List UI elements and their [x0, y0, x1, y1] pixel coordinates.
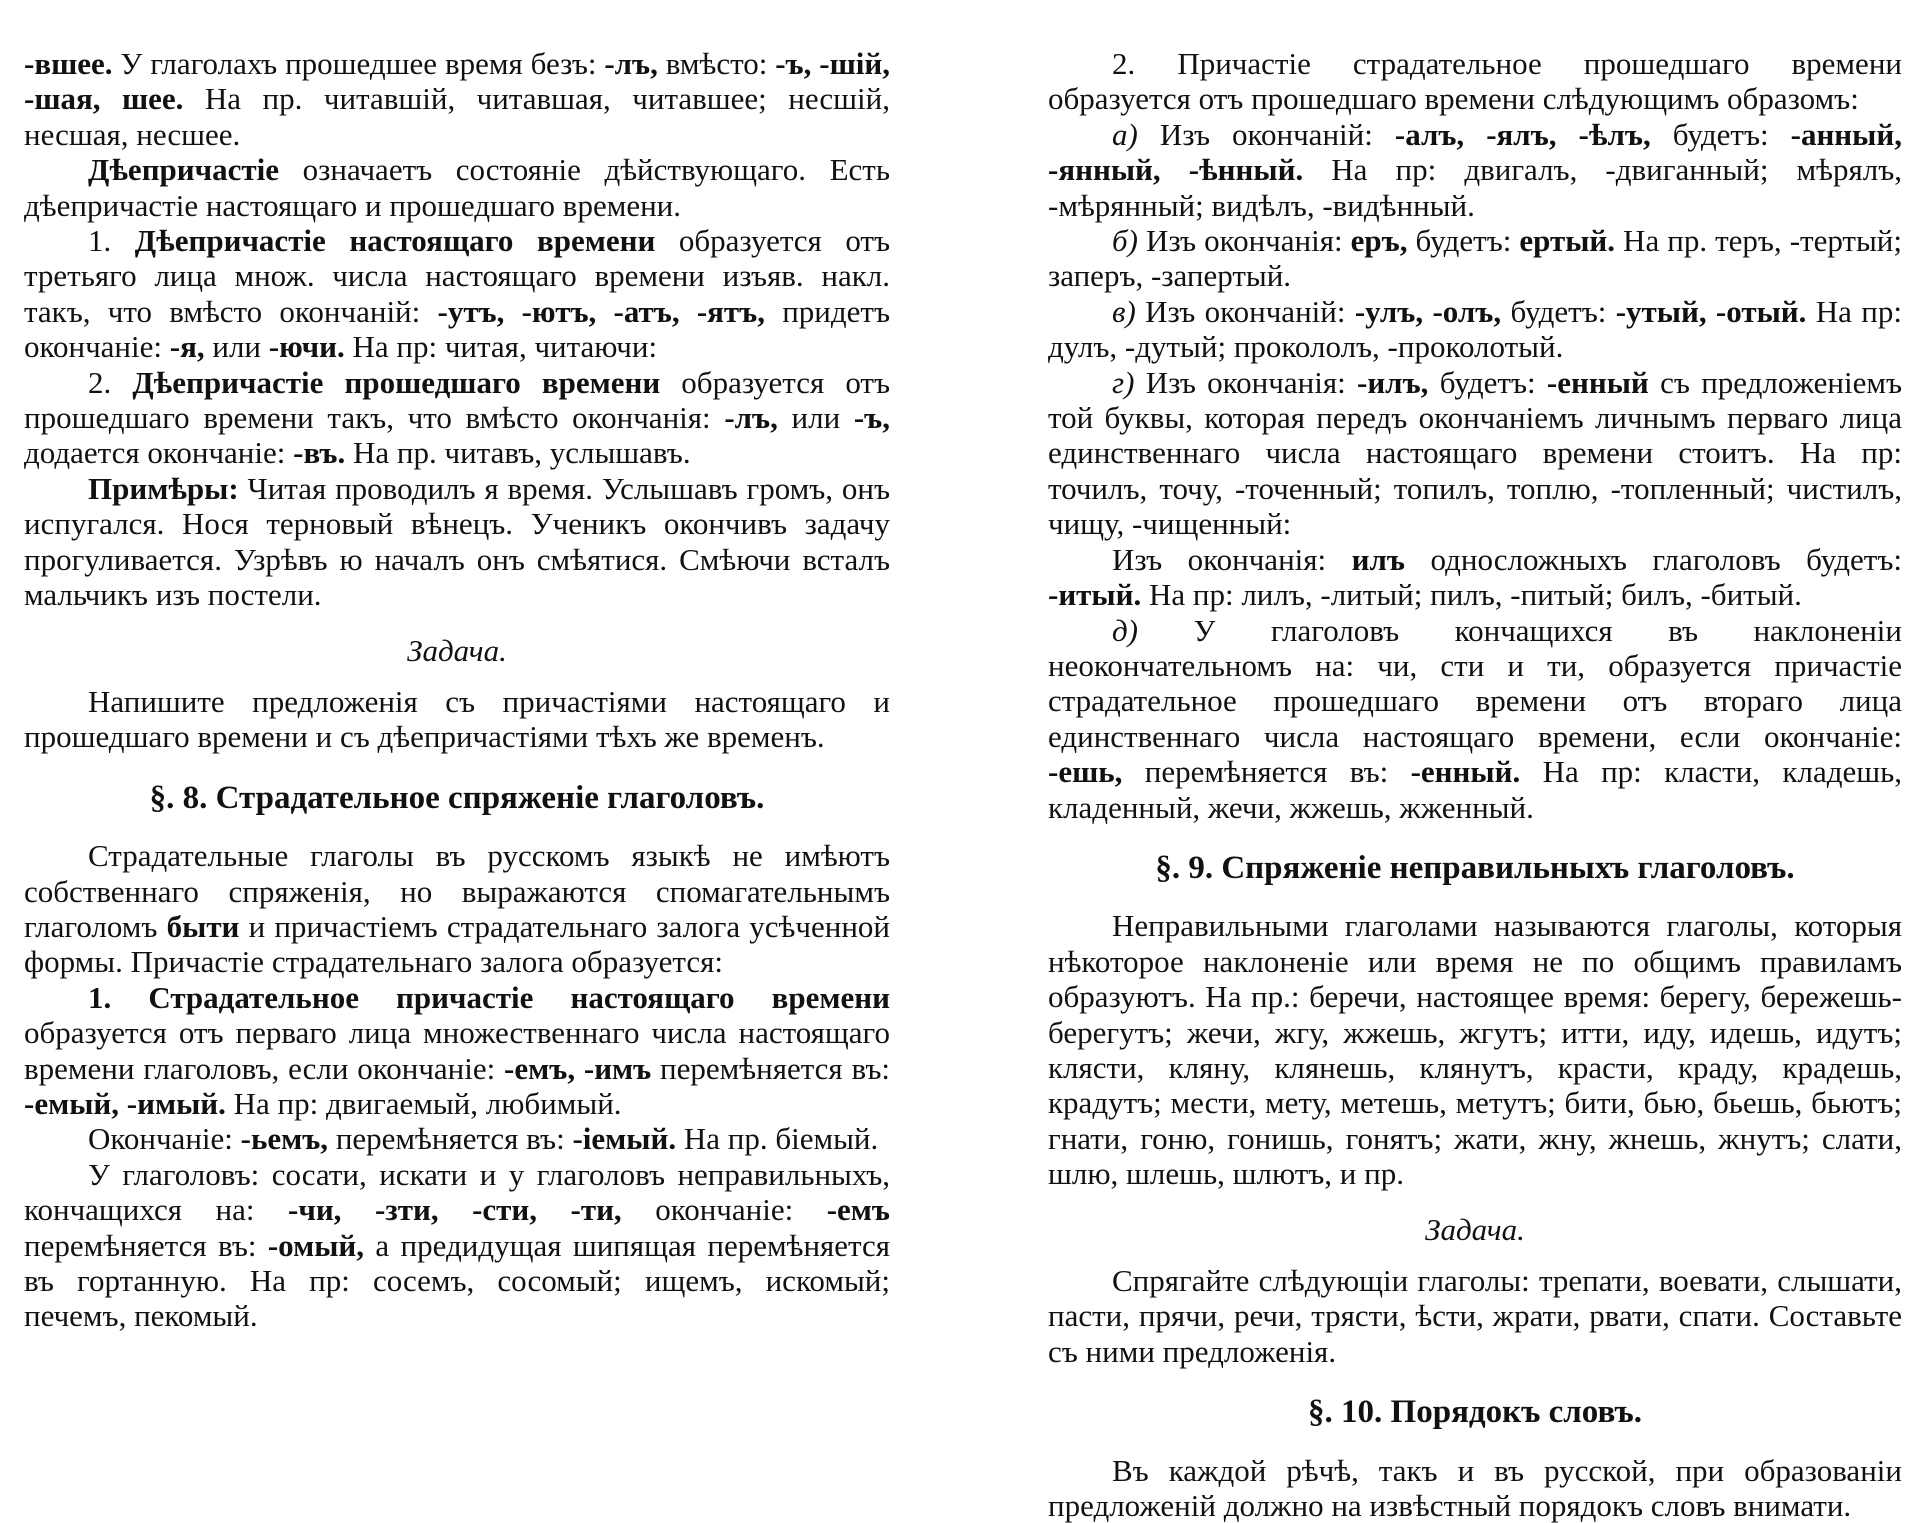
- text-run: У глаголовъ кончащихся въ наклоненіи неокончательномъ на: чи, сти и ти, образуется причастіе страдательное прошедшаго времени отъ втораго лица единственнаго числа настоящаго времени, если окончаніе:: [1048, 612, 1902, 754]
- text-run: На пр: лилъ, -литый; пилъ, -питый; билъ, -битый.: [1141, 577, 1802, 613]
- item-letter: д): [1112, 612, 1139, 648]
- bold-term: -енный.: [1410, 754, 1521, 790]
- bold-term: илъ: [1351, 541, 1405, 577]
- text-run: придетъ окончаніе:: [24, 293, 890, 365]
- paragraph-passive-intro: [24, 838, 890, 980]
- paragraph-passive-present: [24, 980, 890, 1122]
- section-heading-10: §. 10. Порядокъ словъ.: [1308, 1394, 1642, 1431]
- bold-term: -итый.: [1048, 577, 1142, 613]
- text-run: На пр: двигаемый, любимый.: [225, 1085, 622, 1121]
- text-run: образуется отъ прошедшаго времени такъ, что вмѣсто окончанія:: [24, 364, 891, 436]
- text-run: На пр: класти, кладешь, кладенный, жечи, жжешь, жженный.: [1048, 754, 1902, 825]
- paragraph-gerund-present: [24, 223, 890, 365]
- bold-term: -лъ,: [724, 400, 778, 436]
- item-letter: г): [1112, 364, 1135, 400]
- item-letter: а): [1112, 116, 1138, 152]
- section-heading-9: §. 9. Спряженіе неправильныхъ глаголовъ.: [1155, 849, 1795, 886]
- text-run: На пр. читавъ, услышавъ.: [345, 435, 691, 471]
- text-run: Изъ окончаній:: [1137, 116, 1395, 152]
- text-run: 2.: [88, 364, 133, 400]
- text-run: Страдательные глаголы въ русскомъ языкѣ не имѣютъ собственнаго спряженія, но выражаются спомагательнымъ глаголомъ: [24, 838, 890, 944]
- task-heading: Задача.: [407, 632, 507, 668]
- bold-term: 1. Страдательное причастіе настоящаго времени: [88, 979, 890, 1015]
- text-run: перемѣняется въ:: [1122, 754, 1411, 790]
- text-run: будетъ:: [1650, 116, 1791, 152]
- text-run: а предидущая шипящая перемѣняется въ гортанную. На пр: сосемъ, сосомый; ищемъ, искомый; печемъ, пекомый.: [24, 1227, 890, 1334]
- bold-term: -чи, -зти, -сти, -ти,: [288, 1192, 622, 1228]
- text-run: 1.: [88, 223, 135, 259]
- bold-term: быти: [166, 908, 240, 944]
- text-run: На пр: читая, читаючи:: [344, 329, 658, 365]
- bold-term: -ешь,: [1048, 754, 1123, 790]
- bold-term: -анный, -янный, -ѣнный.: [1048, 116, 1902, 188]
- task-heading: Задача.: [1425, 1211, 1525, 1247]
- text-run: перемѣняется въ:: [328, 1121, 573, 1157]
- paragraph-word-order: Въ каждой рѣчѣ, такъ и въ русской, при образованіи предложеній должно на извѣстный порядокъ словъ внимати.: [1048, 1452, 1902, 1523]
- text-run: или: [777, 400, 854, 436]
- paragraph-gerund-past: [24, 365, 890, 471]
- bold-term: ертый.: [1519, 223, 1616, 259]
- paragraph-rule-a: [1048, 117, 1902, 223]
- bold-term: -ьемъ,: [240, 1121, 329, 1157]
- text-run: окончаніе:: [621, 1192, 827, 1228]
- text-run: На пр: двигалъ, -двиганный; мѣрялъ, -мѣрянный; видѣлъ, -видѣнный.: [1048, 152, 1902, 223]
- text-run: Окончаніе:: [88, 1121, 241, 1157]
- text-run: односложныхъ глаголовъ будетъ:: [1404, 541, 1902, 577]
- text-run: будетъ:: [1501, 293, 1616, 329]
- paragraph-irregular-passive: [24, 1157, 890, 1334]
- bold-term: -утъ, -ютъ, -атъ, -ятъ,: [437, 293, 765, 329]
- paragraph-rule-d: [1048, 613, 1902, 825]
- bold-term: -емъ: [826, 1192, 890, 1228]
- bold-term: -улъ, -олъ,: [1354, 293, 1502, 329]
- text-run: будетъ:: [1407, 223, 1520, 259]
- text-run: На пр. теръ, -тертый; заперъ, -запертый.: [1048, 223, 1903, 294]
- bold-term: -ъ, -шій, -шая, шее.: [24, 46, 890, 117]
- text-run: означаетъ состояніе дѣйствующаго. Есть дѣепричастіе настоящаго и прошедшаго времени.: [24, 152, 890, 223]
- bold-term: -ючи.: [268, 329, 345, 365]
- paragraph-passive-past-intro: 2. Причастіе страдательное прошедшаго времени образуется отъ прошедшаго времени слѣдующимъ образомъ:: [1048, 46, 1902, 117]
- text-run: додается окончаніе:: [24, 435, 294, 471]
- bold-term: -іемый.: [572, 1121, 677, 1157]
- bold-term: -алъ, -ялъ, -ѣлъ,: [1394, 116, 1651, 152]
- bold-term: -енный: [1546, 364, 1649, 400]
- bold-term: -утый, -отый.: [1615, 293, 1807, 329]
- item-letter: в): [1112, 293, 1136, 329]
- text-run: будетъ:: [1428, 364, 1547, 400]
- text-run: вмѣсто:: [657, 46, 776, 81]
- bold-term: -ъ,: [853, 400, 890, 436]
- paragraph-rule-g: [1048, 365, 1902, 542]
- text-run: съ предложеніемъ той буквы, которая передъ окончаніемъ личнымъ перваго лица единственнаго числа настоящаго времени стоитъ. На пр: точилъ, точу, -точенный; топилъ, топлю, -топленный; чистилъ, чищу, -чищенный:: [1048, 364, 1902, 542]
- bold-term: Примѣры:: [88, 470, 239, 506]
- text-run: и причастіемъ страдательнаго залога усѣченной формы. Причастіе страдательнаго залога образуется:: [24, 908, 890, 980]
- text-run: Изъ окончанія:: [1137, 223, 1351, 259]
- paragraph-ending-iem: [24, 1121, 890, 1156]
- bold-term: -лъ,: [604, 46, 658, 81]
- bold-term: -въ.: [293, 435, 346, 471]
- text-run: Изъ окончанія:: [1134, 364, 1357, 400]
- paragraph-task-text: Напишите предложенія съ причастіями настоящаго и прошедшаго времени и съ дѣепричастіями тѣхъ же временъ.: [24, 683, 890, 755]
- bold-term: Дѣепричастіе прошедшаго времени: [132, 364, 661, 400]
- section-heading-8: §. 8. Страдательное спряженіе глаголовъ.: [149, 779, 765, 816]
- item-letter: б): [1112, 223, 1138, 259]
- text-run: или: [204, 329, 269, 365]
- text-run: На пр. біемый.: [676, 1121, 879, 1157]
- bold-term: еръ,: [1350, 223, 1408, 259]
- paragraph-conjugate-task: Спрягайте слѣдующіи глаголы: трепати, воевати, слышати, пасти, прячи, речи, трясти, ѣсти, жрати, рвати, спати. Составьте съ ними предложенія.: [1048, 1263, 1902, 1369]
- bold-term: -вшее.: [24, 46, 113, 81]
- text-run: На пр. читавшій, читавшая, читавшее; несшій, несшая, несшее.: [24, 81, 890, 152]
- text-run: перемѣняется въ:: [651, 1050, 890, 1086]
- bold-term: Дѣепричастіе: [88, 152, 279, 188]
- bold-term: -емый, -имый.: [24, 1085, 226, 1121]
- page-gutter: [968, 0, 970, 1500]
- bold-term: Дѣепричастіе настоящаго времени: [134, 223, 656, 259]
- text-run: Читая проводилъ я время. Услышавъ громъ, онъ испугался. Нося терновый вѣнецъ. Ученикъ окончивъ задачу прогуливается. Узрѣвъ ю началъ онъ смѣятися. Смѣючи всталъ мальчикъ изъ постели.: [24, 470, 890, 613]
- left-page: [24, 46, 890, 1334]
- bold-term: -емъ, -имъ: [504, 1050, 652, 1086]
- right-page: [1048, 46, 1902, 1523]
- text-run: образуется отъ перваго лица множественнаго числа настоящаго времени глаголовъ, если окончаніе:: [24, 1015, 890, 1086]
- bold-term: -омый,: [267, 1227, 365, 1263]
- text-run: На пр: дулъ, -дутый; прокололъ, -проколотый.: [1048, 293, 1902, 365]
- text-run: Изъ окончаній:: [1135, 293, 1355, 329]
- text-run: У глаголахъ прошедшее время безъ:: [112, 46, 605, 81]
- paragraph-examples: [24, 471, 890, 613]
- bold-term: -я,: [169, 329, 205, 365]
- paragraph-rule-v: [1048, 294, 1902, 365]
- paragraph-monosyllabic: [1048, 542, 1902, 613]
- text-run: Изъ окончанія:: [1112, 541, 1352, 577]
- paragraph-gerund-definition: [24, 152, 890, 223]
- paragraph-irregular-verbs: Неправильными глаголами называются глаголы, которыя нѣкоторое наклоненіе или время не по общимъ правиламъ образуютъ. На пр.: беречи, настоящее время: берегу, бережешь-берегутъ; жечи, жгу, жжешь, жгутъ; итти, иду, идешь, идутъ; клясти, кляну, клянешь, клянутъ, красти, краду, крадешь, крадутъ; мести, мету, метешь, метутъ; бити, бью, бьешь, бьютъ; гнати, гоню, гонишь, гонятъ; жати, жну, жнешь, жнутъ; слати, шлю, шлешь, шлютъ, и пр.: [1048, 908, 1902, 1192]
- paragraph-participle-past-endings: [24, 46, 890, 152]
- text-run: образуется отъ третьяго лица множ. числа настоящаго времени изъяв. накл. такъ, что вмѣсто окончаній:: [24, 223, 891, 329]
- bold-term: -илъ,: [1357, 364, 1429, 400]
- paragraph-rule-b: [1048, 223, 1902, 294]
- text-run: У глаголовъ: сосати, искати и у глаголовъ неправильныхъ, кончащихся на:: [24, 1156, 890, 1228]
- text-run: перемѣняется въ:: [24, 1227, 268, 1263]
